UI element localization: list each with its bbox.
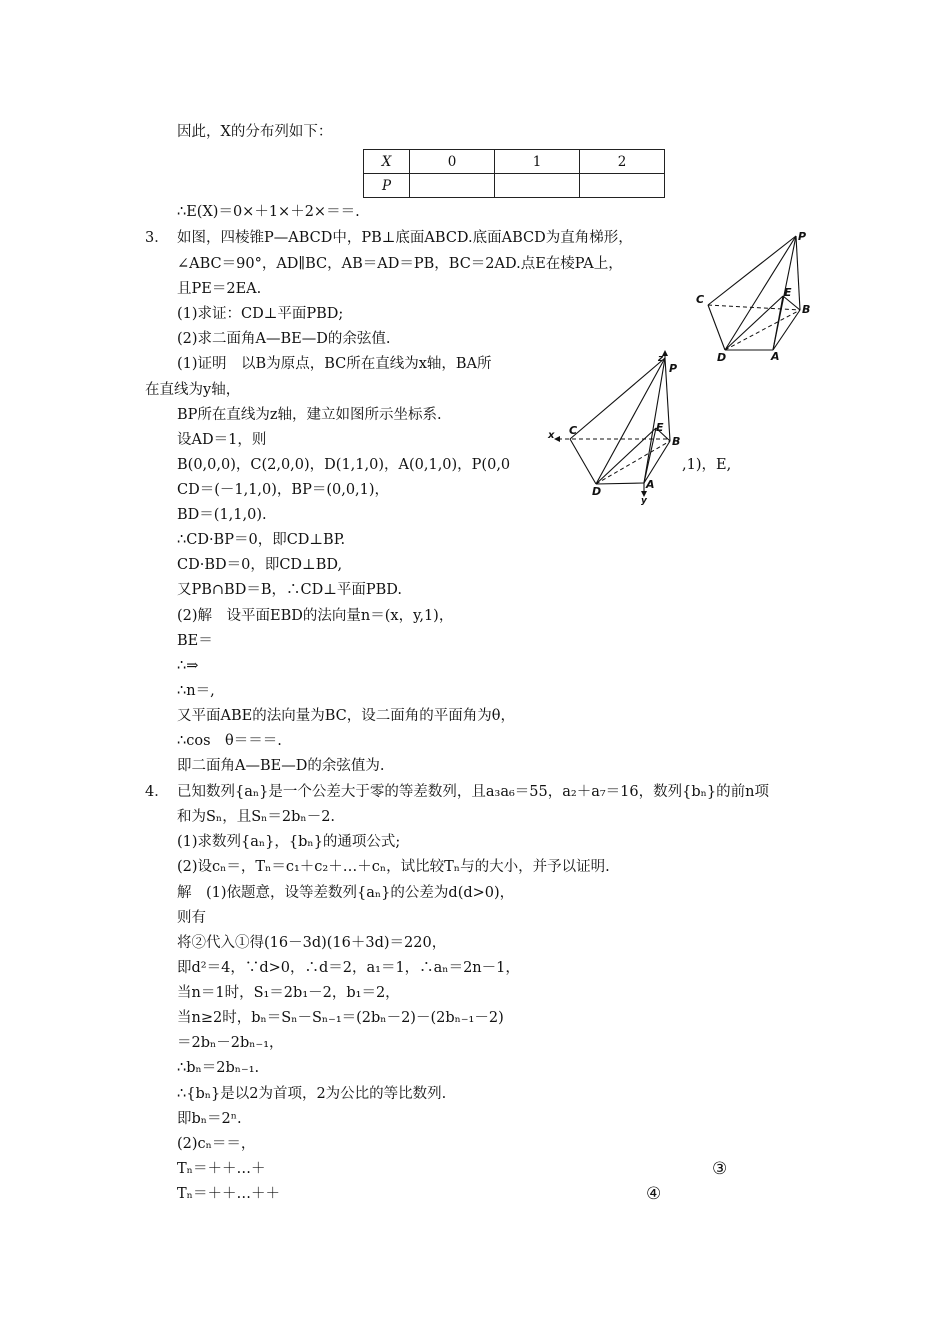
point-label: E xyxy=(656,421,664,434)
table-cell: P xyxy=(364,174,410,198)
solution-line: BP所在直线为z轴，建立如图所示坐标系. xyxy=(177,407,442,423)
solution-line: (2)cₙ＝＝， xyxy=(177,1136,256,1152)
solution-line: 当n＝1时，S₁＝2b₁－2，b₁＝2， xyxy=(177,985,400,1001)
solution-line: CD＝(－1,1,0)，BP＝(0,0,1)， xyxy=(177,482,390,498)
problem-3-line: 如图，四棱锥P—ABCD中，PB⊥底面ABCD.底面ABCD为直角梯形， xyxy=(177,230,633,246)
solution-line: 在直线为y轴， xyxy=(145,382,241,398)
table-cell xyxy=(495,174,580,198)
problem-3-line: ∠ABC＝90°，AD∥BC，AB＝AD＝PB，BC＝2AD.点E在棱PA上， xyxy=(177,256,623,272)
table-row xyxy=(364,174,665,198)
point-label: C xyxy=(696,293,705,306)
axis-label: x xyxy=(548,430,555,441)
table-cell xyxy=(580,174,665,198)
solution-line: ＝2bₙ－2bₙ₋₁， xyxy=(177,1035,284,1051)
solution-line: ,1)，E, xyxy=(682,457,732,473)
solution-line: Tₙ＝＋＋…＋＋ xyxy=(177,1186,280,1202)
axis-label: y xyxy=(641,496,647,506)
point-label: A xyxy=(646,478,655,491)
table-cell: 0 xyxy=(410,150,495,174)
solution-line: B(0,0,0)，C(2,0,0)，D(1,1,0)，A(0,1,0)，P(0,0 xyxy=(177,457,511,473)
point-label: E xyxy=(784,286,792,299)
problem-3-line: (2)求二面角A—BE—D的余弦值. xyxy=(177,331,391,347)
solution-line: ∴CD·BP＝0，即CD⊥BP. xyxy=(177,532,346,548)
solution-line: 设AD＝1，则 xyxy=(177,432,267,448)
problem-4-line: 和为Sₙ，且Sₙ＝2bₙ－2. xyxy=(177,809,336,825)
solution-line: (1)证明 以B为原点，BC所在直线为x轴，BA所 xyxy=(177,356,492,372)
distribution-intro: 因此，X的分布列如下： xyxy=(177,124,333,140)
point-label: P xyxy=(798,230,807,243)
table-cell: X xyxy=(364,150,410,174)
solution-line: 即二面角A—BE—D的余弦值为. xyxy=(177,758,385,774)
solution-line: (2)解 设平面EBD的法向量n＝(x，y,1)， xyxy=(177,608,454,624)
solution-line: 解 (1)依题意，设等差数列{aₙ}的公差为d(d>0)， xyxy=(177,885,515,901)
point-label: A xyxy=(771,350,780,363)
solution-line: 将②代入①得(16－3d)(16＋3d)＝220， xyxy=(177,935,447,951)
table-cell: 2 xyxy=(580,150,665,174)
problem-4-number: 4． xyxy=(145,784,169,800)
solution-line: 当n≥2时，bₙ＝Sₙ－Sₙ₋₁＝(2bₙ－2)－(2bₙ₋₁－2) xyxy=(177,1010,504,1026)
x-axis-arrow-icon xyxy=(554,436,560,442)
pyramid-figure xyxy=(680,222,820,372)
solution-line: ∴cos θ＝＝＝. xyxy=(177,733,282,749)
solution-line: Tₙ＝＋＋…＋ xyxy=(177,1161,266,1177)
point-label: B xyxy=(672,435,681,448)
solution-line: ∴⇒ xyxy=(177,658,199,674)
problem-3-line: 且PE＝2EA. xyxy=(177,281,262,297)
solution-line: ∴{bₙ}是以2为首项，2为公比的等比数列. xyxy=(177,1086,447,1102)
point-label: D xyxy=(717,351,727,364)
axis-label: z xyxy=(658,354,664,364)
table-cell xyxy=(410,174,495,198)
problem-4-line: (1)求数列{aₙ}，{bₙ}的通项公式; xyxy=(177,834,401,850)
point-label: P xyxy=(669,362,678,375)
solution-line: BD＝(1,1,0). xyxy=(177,507,267,523)
equation-marker: ③ xyxy=(712,1159,728,1179)
problem-3-number: 3． xyxy=(145,230,169,246)
solution-line: 又平面ABE的法向量为BC，设二面角的平面角为θ， xyxy=(177,708,515,724)
solution-line: BE＝ xyxy=(177,633,213,649)
solution-line: ∴n＝, xyxy=(177,683,215,699)
point-label: C xyxy=(569,424,578,437)
solution-line: ∴bₙ＝2bₙ₋₁. xyxy=(177,1060,260,1076)
point-label: B xyxy=(802,303,811,316)
solution-line: 即bₙ＝2ⁿ. xyxy=(177,1111,242,1127)
problem-4-line: 已知数列{aₙ}是一个公差大于零的等差数列，且a₃a₆＝55，a₂＋a₇＝16，数列{bₙ}的前n项 xyxy=(177,784,769,800)
solution-line: 即d²＝4，∵d>0，∴d＝2，a₁＝1，∴aₙ＝2n－1， xyxy=(177,960,520,976)
point-label: D xyxy=(592,485,602,498)
solution-line: 又PB∩BD＝B，∴CD⊥平面PBD. xyxy=(177,582,402,598)
distribution-table xyxy=(363,149,665,198)
problem-4-line: (2)设cₙ＝，Tₙ＝c₁＋c₂＋…＋cₙ，试比较Tₙ与的大小，并予以证明. xyxy=(177,859,610,875)
coordinate-pyramid-figure xyxy=(548,350,698,510)
expectation-line: ∴E(X)＝0×＋1×＋2×＝＝. xyxy=(177,204,360,220)
table-row xyxy=(364,150,665,174)
problem-3-line: (1)求证：CD⊥平面PBD; xyxy=(177,306,344,322)
table-cell: 1 xyxy=(495,150,580,174)
solution-line: CD·BD＝0，即CD⊥BD, xyxy=(177,557,343,573)
equation-marker: ④ xyxy=(646,1184,662,1204)
solution-line: 则有 xyxy=(177,910,206,926)
